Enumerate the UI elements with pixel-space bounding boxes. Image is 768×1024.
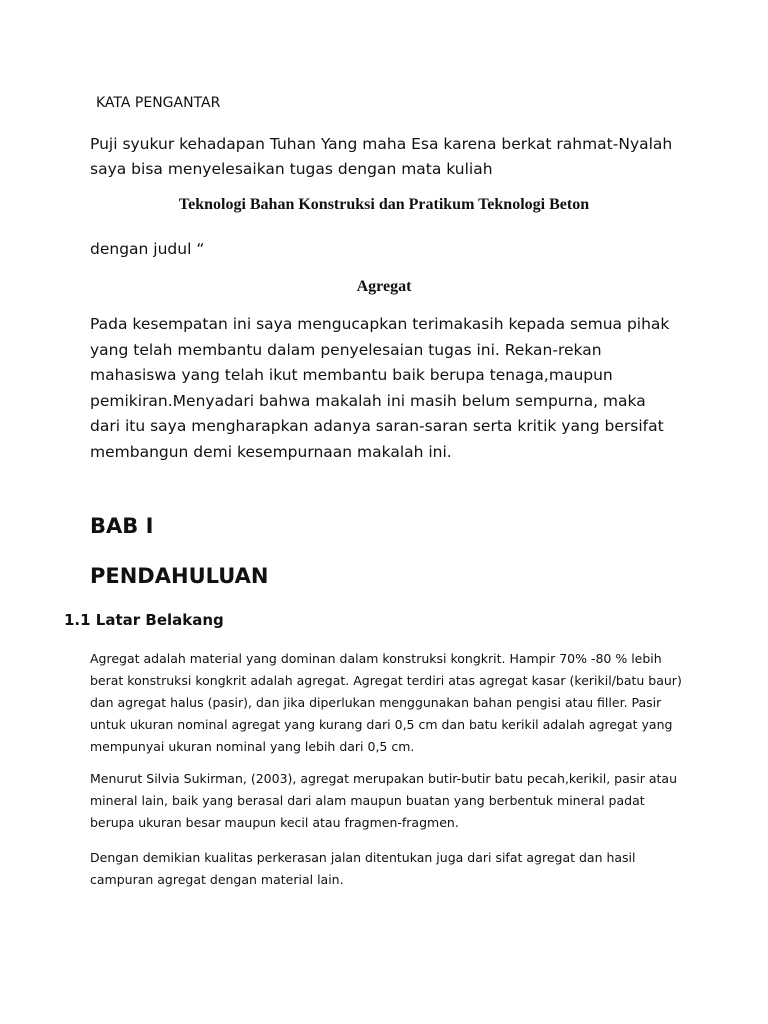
body-paragraph-1: Agregat adalah material yang dominan dalam konstruksi kongkrit. Hampir 70% -80 % lebih berat konstruksi kongkrit adalah agregat. Agregat terdiri atas agregat kasar (kerikil/batu baur) dan agregat halus (pasir), dan jika diperlukan menggunakan bahan pengisi atau filler. Pasir untuk ukuran nominal agregat yang kurang dari 0,5 cm dan batu kerikil adalah agregat yang mempunyai ukuran nominal yang lebih dari 0,5 cm. [90,651,682,754]
section-heading: 1.1 Latar Belakang [64,611,224,629]
intro-paragraph: Puji syukur kehadapan Tuhan Yang maha Esa karena berkat rahmat-Nyalah saya bisa menyelesaikan tugas dengan mata kuliah [90,135,673,178]
heading-kata-pengantar: KATA PENGANTAR [96,95,221,111]
judul-line: dengan judul “ [90,240,205,258]
body-paragraph-2: Menurut Silvia Sukirman, (2003), agregat merupakan butir-butir batu pecah,kerikil, pasir atau mineral lain, baik yang berasal dari alam maupun buatan yang berbentuk mineral padat berupa ukuran besar maupun kecil atau fragmen-fragmen. [90,771,677,830]
chapter-heading: BAB I [90,514,154,538]
topic-title: Agregat [356,278,412,295]
chapter-title: PENDAHULUAN [90,564,269,588]
course-title: Teknologi Bahan Konstruksi dan Pratikum Teknologi Beton [178,196,590,213]
body-paragraph-3: Dengan demikian kualitas perkerasan jalan ditentukan juga dari sifat agregat dan hasil campuran agregat dengan material lain. [90,850,636,887]
thanks-paragraph: Pada kesempatan ini saya mengucapkan terimakasih kepada semua pihak yang telah membantu dalam penyelesaian tugas ini. Rekan-rekan mahasiswa yang telah ikut membantu baik berupa tenaga,maupun pemikiran.Menyadari bahwa makalah ini masih belum sempurna, maka dari itu saya mengharapkan adanya saran-saran serta kritik yang bersifat membangun demi kesempurnaan makalah ini. [90,315,670,461]
